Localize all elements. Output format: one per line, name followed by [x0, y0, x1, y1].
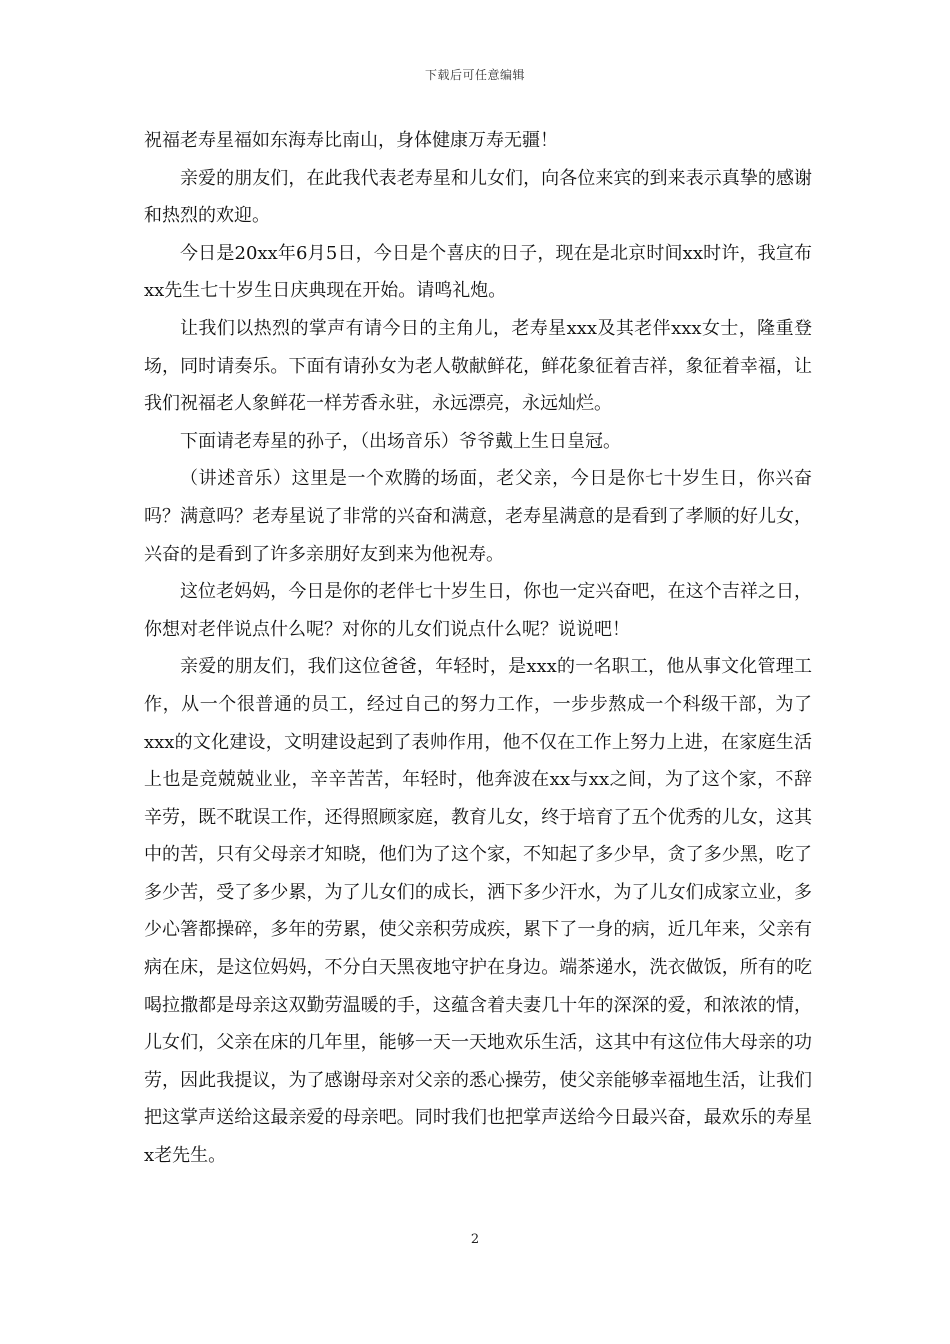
document-body — [144, 122, 812, 1175]
paragraph-crown: 下面请老寿星的孙子，（出场音乐）爷爷戴上生日皇冠。 — [180, 430, 621, 452]
page-header: 下载后可任意编辑 — [424, 68, 525, 82]
paragraph-opening: 今日是20xx年6月5日，今日是个喜庆的日子，现在是北京时间xx时许，我宣布xx先生七十岁生日庆典现在开始。请鸣礼炮。 — [144, 242, 812, 302]
paragraph-father: （讲述音乐）这里是一个欢腾的场面，老父亲，今日是你七十岁生日，你兴奋吗？满意吗？老寿星说了非常的兴奋和满意，老寿星满意的是看到了孝顺的好儿女，兴奋的是看到了许多亲朋好友到来为他祝寿。 — [144, 468, 812, 565]
paragraph-tribute: 亲爱的朋友们，我们这位爸爸，年轻时，是xxx的一名职工，他从事文化管理工作，从一个很普通的员工，经过自己的努力工作，一步步熬成一个科级干部，为了xxx的文化建设，文明建设起到了表帅作用，他不仅在工作上努力上进，在家庭生活上也是竞兢兢业业，辛辛苦苦，年轻时，他奔波在xx与xx之间，为了这个家，不辞辛劳，既不耽误工作，还得照顾家庭，教育儿女，终于培育了五个优秀的儿女，这其中的苦，只有父母亲才知晓，他们为了这个家，不知起了多少早，贪了多少黑，吃了多少苦，受了多少累，为了儿女们的成长，洒下多少汗水，为了儿女们成家立业，多少心箸都操碎，多年的劳累，使父亲积劳成疾，累下了一身的病，近几年来，父亲有病在床，是这位妈妈，不分白天黑夜地守护在身边。端茶递水，洗衣做饭，所有的吃喝拉撒都是母亲这双勤劳温暖的手，这蕴含着夫妻几十年的深深的爱，和浓浓的情，儿女们，父亲在床的几年里，能够一天一天地欢乐生活，这其中有这位伟大母亲的功劳，因此我提议，为了感谢母亲对父亲的悉心操劳，使父亲能够幸福地生活，让我们把这掌声送给这最亲爱的母亲吧。同时我们也把掌声送给今日最兴奋，最欢乐的寿星x老先生。 — [144, 656, 812, 1167]
paragraph-entrance: 让我们以热烈的掌声有请今日的主角儿，老寿星xxx及其老伴xxx女士，隆重登场，同时请奏乐。下面有请孙女为老人敬献鲜花，鲜花象征着吉祥，象征着幸福，让我们祝福老人象鲜花一样芳香永驻，永远漂亮，永远灿烂。 — [144, 317, 812, 415]
page-number: 2 — [470, 1232, 480, 1247]
paragraph-blessing: 祝福老寿星福如东海寿比南山，身体健康万寿无疆！ — [144, 130, 558, 151]
paragraph-welcome: 亲爱的朋友们，在此我代表老寿星和儿女们，向各位来宾的到来表示真挚的感谢和热烈的欢迎。 — [144, 167, 812, 227]
paragraph-mother: 这位老妈妈，今日是你的老伴七十岁生日，你也一定兴奋吧，在这个吉祥之日，你想对老伴说点什么呢？对你的儿女们说点什么呢？说说吧！ — [144, 581, 812, 640]
